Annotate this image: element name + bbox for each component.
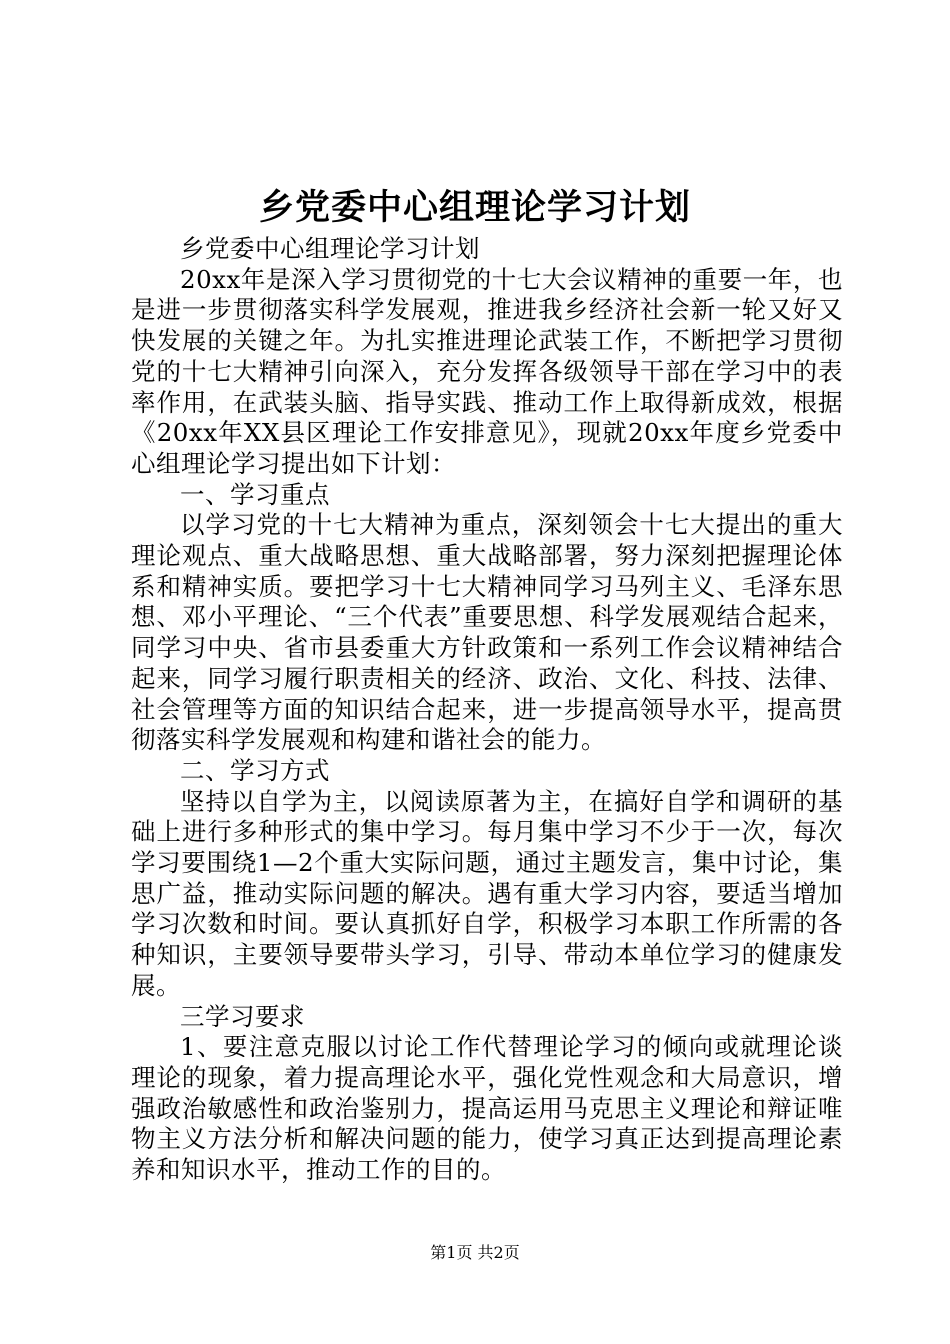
paragraph-study-method: 坚持以自学为主，以阅读原著为主，在搞好自学和调研的基础上进行多种形式的集中学习。每月集中学习不少于一次，每次学习要围绕1—2个重大实际问题，通过主题发言，集中讨论，集思广益，推动实际问题的解决。遇有重大学习内容，要适当增加学习次数和时间。要认真抓好自学，积极学习本职工作所需的各种知识，主要领导要带头学习，引导、带动本单位学习的健康发展。: [131, 786, 843, 1000]
paragraph-subtitle: 乡党委中心组理论学习计划: [180, 234, 480, 263]
section-heading-study-method: 二、学习方式: [180, 755, 330, 785]
page-footer: 第1页 共2页: [430, 1243, 520, 1262]
section-heading-study-requirements: 三学习要求: [180, 1001, 305, 1031]
section-heading-study-focus: 一、学习重点: [180, 479, 330, 509]
paragraph-study-focus: 以学习党的十七大精神为重点，深刻领会十七大提出的重大理论观点、重大战略思想、重大战略部署，努力深刻把握理论体系和精神实质。要把学习十七大精神同学习马列主义、毛泽东思想、邓小平理论、“三个代表”重要思想、科学发展观结合起来，同学习中央、省市县委重大方针政策和一系列工作会议精神结合起来，同学习履行职责相关的经济、政治、文化、科技、法律、社会管理等方面的知识结合起来，进一步提高领导水平，提高贯彻落实科学发展观和构建和谐社会的能力。: [131, 510, 843, 755]
paragraph-requirement-1: 1、要注意克服以讨论工作代替理论学习的倾向或就理论谈理论的现象，着力提高理论水平，强化党性观念和大局意识，增强政治敏感性和政治鉴别力，提高运用马克思主义理论和辩证唯物主义方法分析和解决问题的能力，使学习真正达到提高理论素养和知识水平，推动工作的目的。: [131, 1032, 843, 1185]
paragraph-intro: 20xx年是深入学习贯彻党的十七大会议精神的重要一年，也是进一步贯彻落实科学发展观，推进我乡经济社会新一轮又好又快发展的关键之年。为扎实推进理论武装工作，不断把学习贯彻党的十七大精神引向深入，充分发挥各级领导干部在学习中的表率作用，在武装头脑、指导实践、推动工作上取得新成效，根据《20xx年XX县区理论工作安排意见》，现就20xx年度乡党委中心组理论学习提出如下计划：: [131, 264, 843, 478]
document-title: 乡党委中心组理论学习计划: [258, 187, 691, 228]
document-body: [131, 234, 843, 1186]
